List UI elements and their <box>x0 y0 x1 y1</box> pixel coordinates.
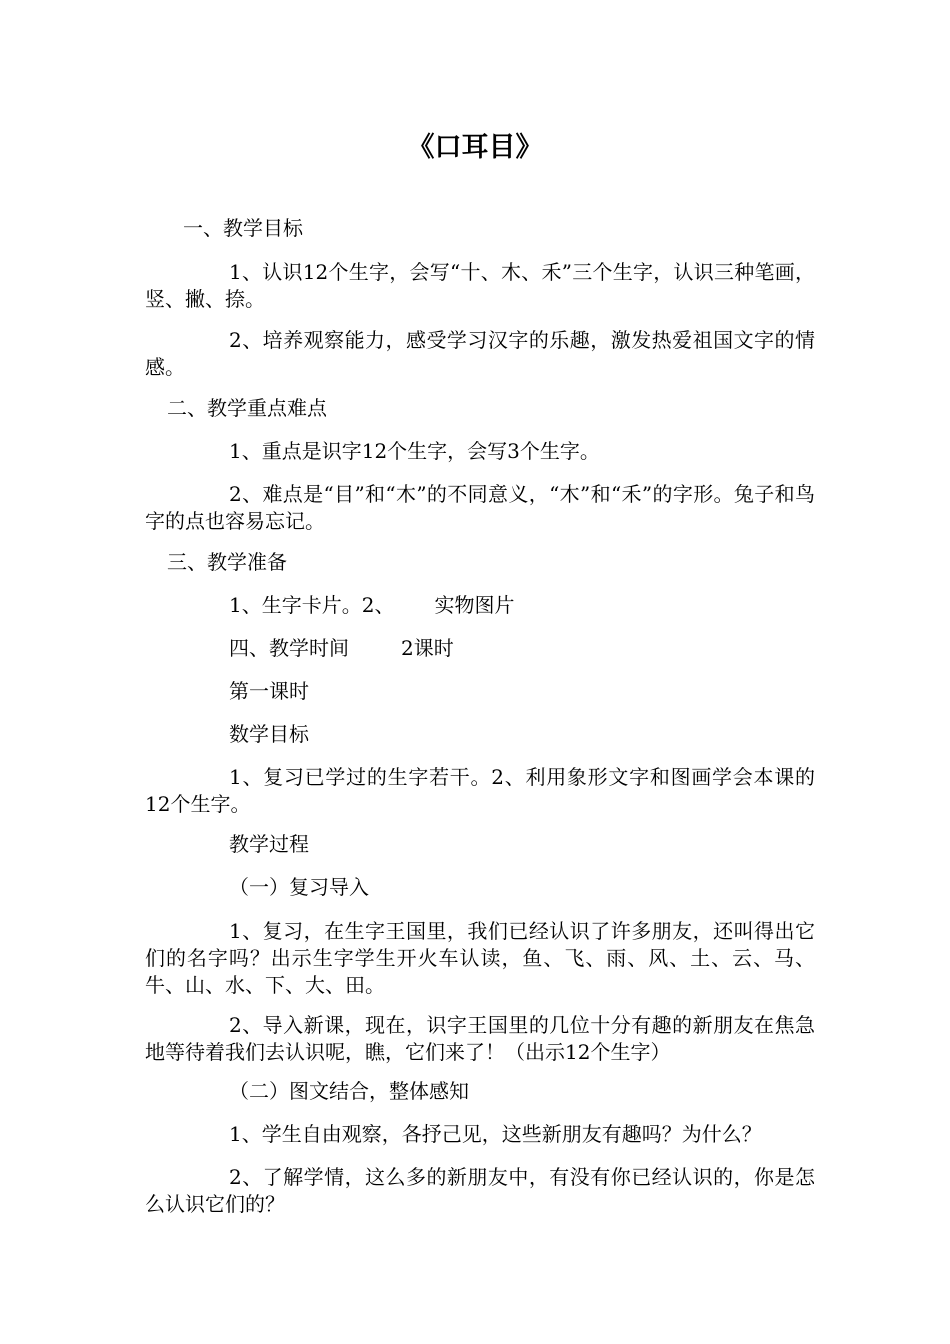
goal-heading: 数学目标 <box>229 722 309 746</box>
process-heading: 教学过程 <box>229 832 309 856</box>
preparation-item-pictures: 实物图片 <box>434 593 515 617</box>
document-title: 《口耳目》 <box>407 132 543 163</box>
paragraph-part1-1: 1、复习，在生字王国里，我们已经认识了许多朋友，还叫得出它们的名字吗？出示生字学生开火车认读，鱼、飞、雨、风、土、云、马、牛、山、水、下、大、田。 <box>145 919 815 997</box>
paragraph-key-point-2: 2、难点是“目”和“木”的不同意义，“木”和“禾”的字形。兔子和鸟字的点也容易忘记。 <box>145 482 815 533</box>
paragraph-part2-1: 1、学生自由观察，各抒己见，这些新朋友有趣吗？为什么？ <box>229 1122 762 1146</box>
paragraph-objective-2: 2、培养观察能力，感受学习汉字的乐趣，激发热爱祖国文字的情感。 <box>145 328 815 379</box>
paragraph-key-point-1: 1、重点是识字12个生字，会写3个生字。 <box>229 439 600 463</box>
preparation-item-cards: 1、生字卡片。2、 <box>229 593 395 617</box>
lesson-heading: 第一课时 <box>229 679 309 703</box>
section-heading-time <box>229 635 454 662</box>
time-label: 四、教学时间 <box>229 636 349 660</box>
paragraph-part1-2: 2、导入新课，现在，识字王国里的几位十分有趣的新朋友在焦急地等待着我们去认识呢，瞧，它们来了！（出示12个生字） <box>145 1013 815 1064</box>
section-heading-key-points: 二、教学重点难点 <box>167 396 327 420</box>
paragraph-preparation <box>229 592 514 619</box>
paragraph-goal-1: 1、复习已学过的生字若干。2、利用象形文字和图画学会本课的12个生字。 <box>145 765 815 816</box>
paragraph-objective-1: 1、认识12个生字，会写“十、木、禾”三个生字，认识三种笔画，竖、撇、捺。 <box>145 260 815 311</box>
paragraph-part2-2: 2、了解学情，这么多的新朋友中，有没有你已经认识的，你是怎么认识它们的？ <box>145 1165 815 1216</box>
part2-heading: （二）图文结合，整体感知 <box>229 1079 469 1103</box>
time-value: 2课时 <box>401 636 454 660</box>
section-heading-objectives: 一、教学目标 <box>183 216 303 240</box>
section-heading-preparation: 三、教学准备 <box>167 550 287 574</box>
part1-heading: （一）复习导入 <box>229 875 369 899</box>
